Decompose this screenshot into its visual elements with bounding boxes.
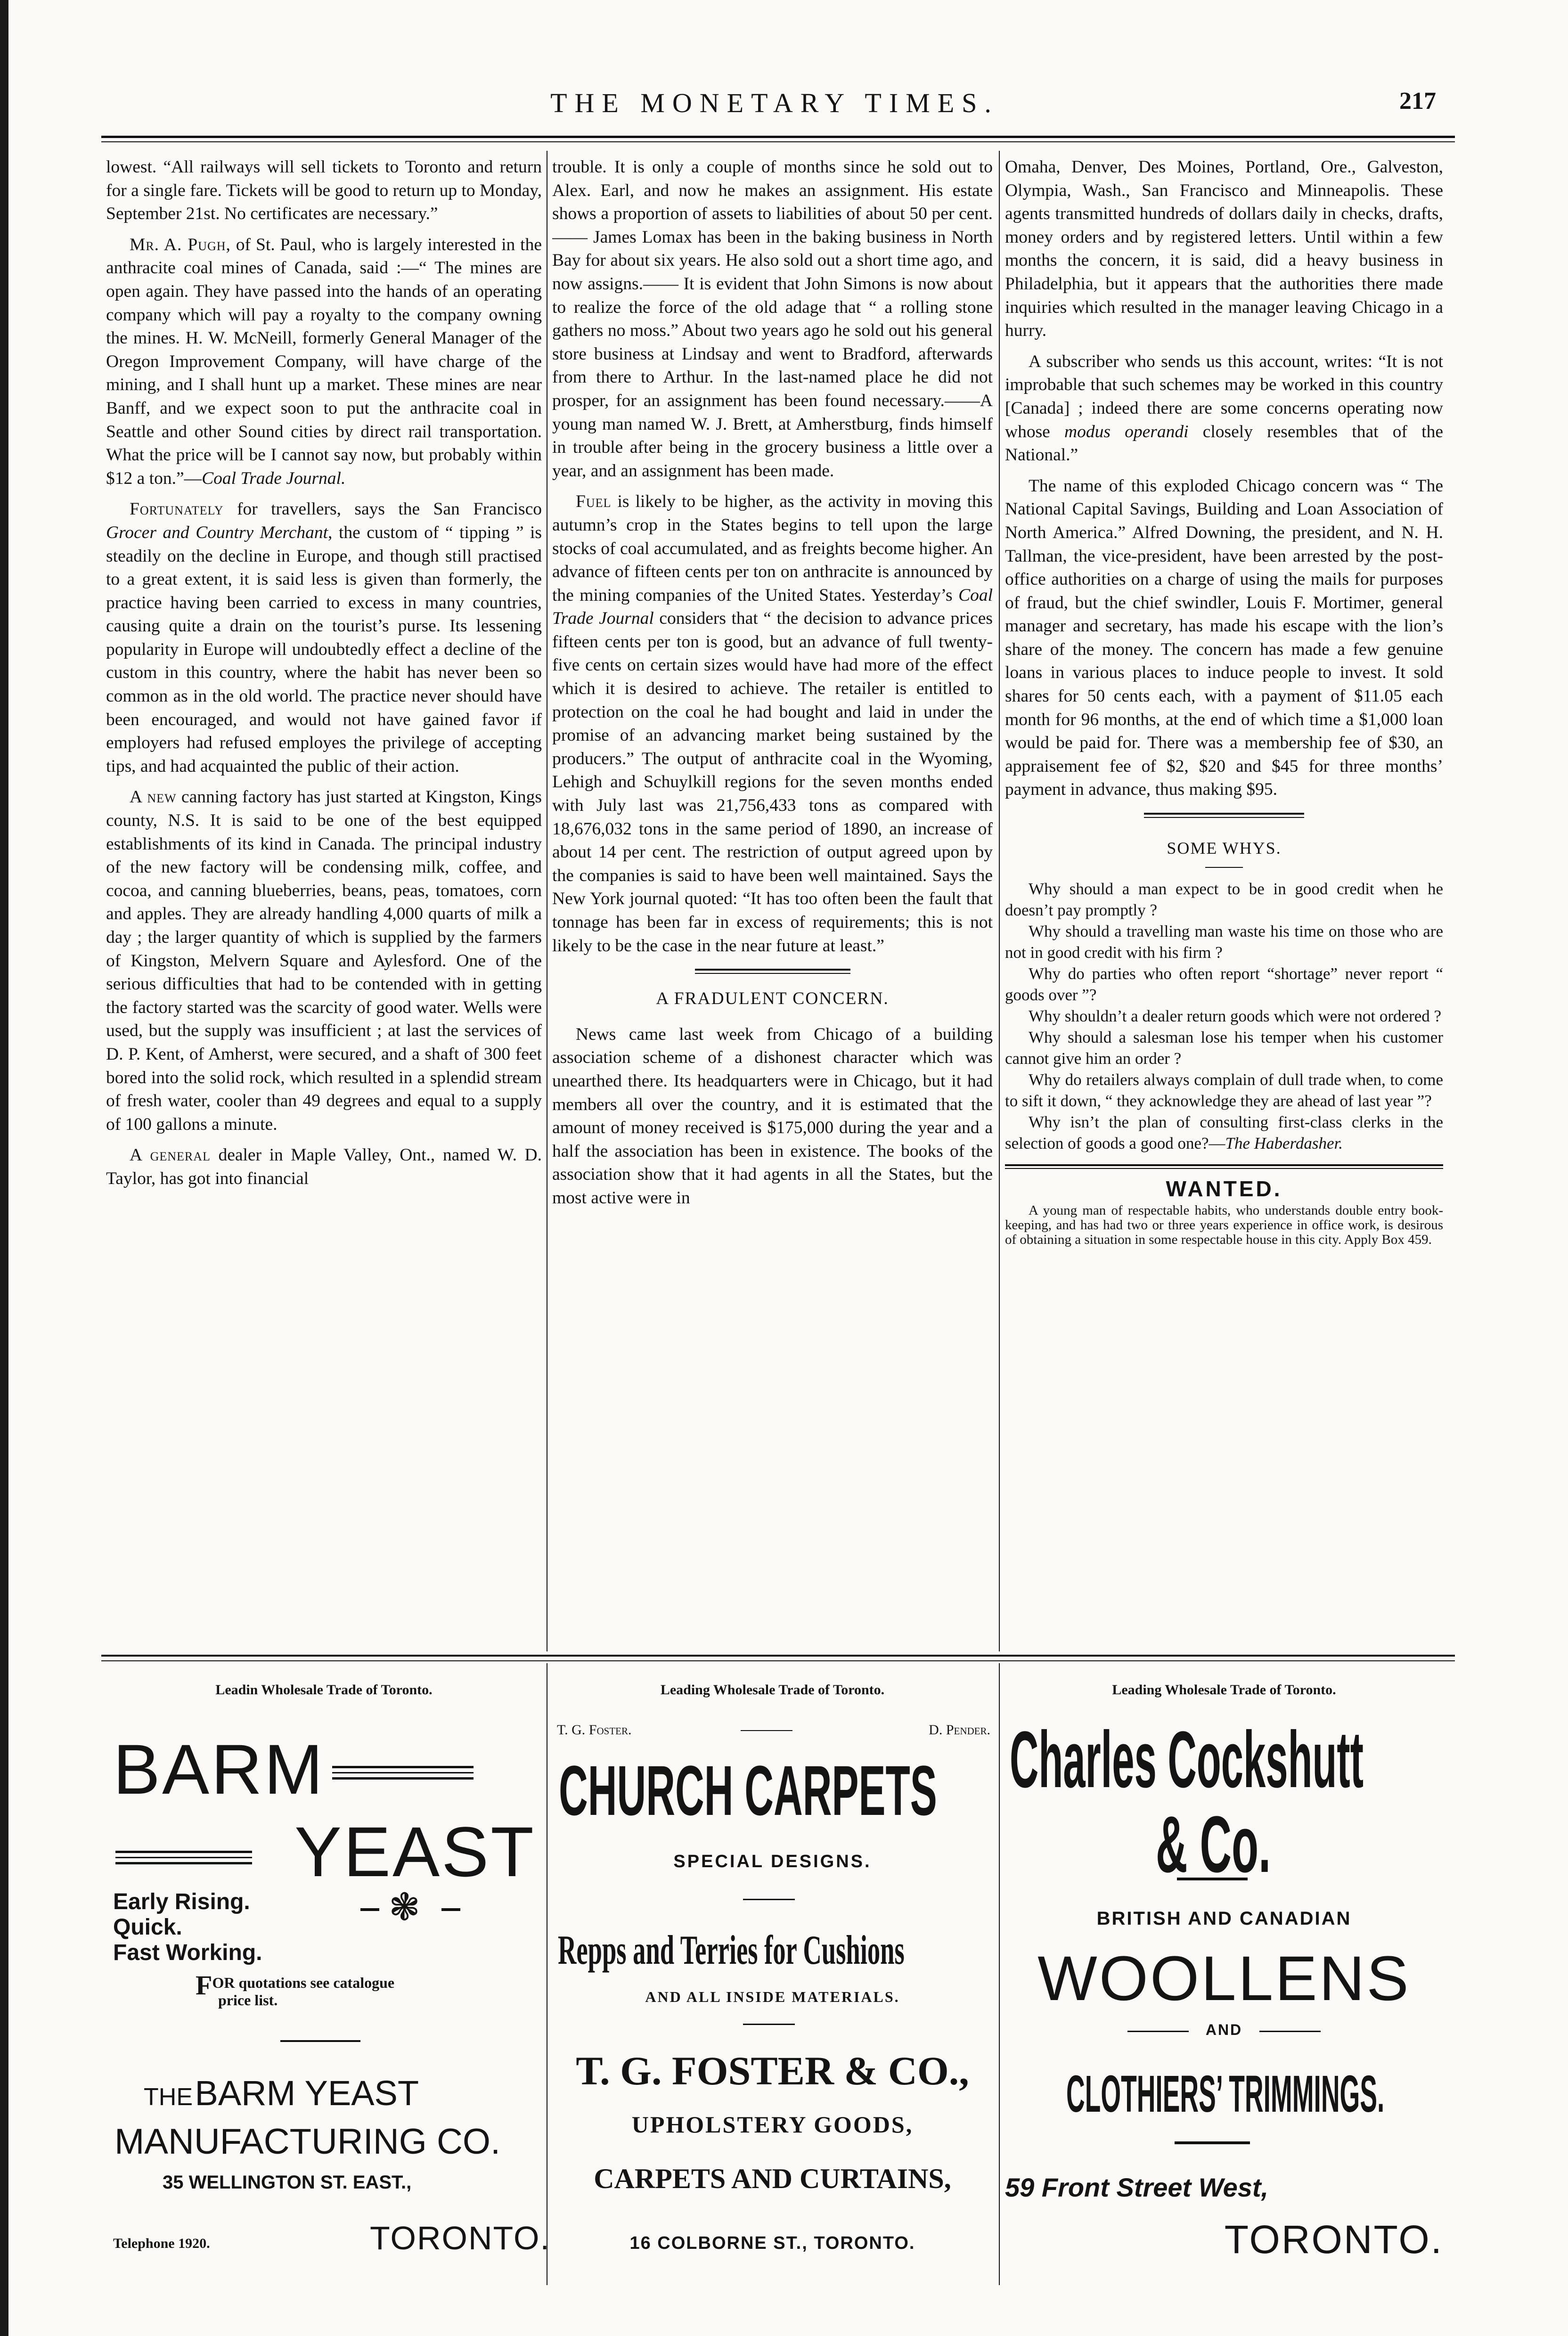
ad-and: AND xyxy=(1205,2021,1243,2038)
company-name-2: MANUFACTURING CO. xyxy=(114,2122,501,2162)
publication-name: Grocer and Country Merchant xyxy=(106,523,328,542)
divider-rule xyxy=(741,1730,792,1731)
advertisement-cockshutt xyxy=(1005,1663,1443,2285)
page-edge-shadow xyxy=(0,0,8,2336)
paragraph xyxy=(106,785,542,1136)
paragraph: The name of this exploded Chicago concern was “ The National Capital Savings, Building and Loan Association of North America.” Alfred Downing, the president, and N. H. Tallman, the vice-president, have been arrested by the post-office authorities on a charge of using the mails for purposes of fraud, but the chief swindler, Louis F. Mortimer, general manager and secretary, has made his escape with the lion’s share of the money. The concern has made a few genuine loans in various places to induce people to invest. It sold shares for 50 cents each, with a payment of $11.05 each month for 96 months, at the end of which time a $1,000 loan would be paid for. There was a membership fee of $30, an appraisement fee of $2, $20 and $45 for three months’ payment in advance, thus making $95. xyxy=(1005,476,1443,800)
paragraph-text: considers that “ the decision to advance prices fifteen cents per ton is good, but an advance of full twenty-five cents on certain sizes would have had more of the effect which it is desired to achieve. The retailer is entitled to protection on the coal he had bought and laid in under the promise of an advancing market being sustained by the producers.” The output of anthracite coal in the Wyoming, Lehigh and Schuylkill regions for the seven months ended with July last was 21,756,433 tons as compared with 18,676,032 tons in the same period of 1890, an increase of about 14 per cent. The restriction of output agreed upon by the companies is said to have been well maintained. Says the New York journal quoted: “It has too often been the fault that tonnage has been far in excess of requirements; this is not likely to be the case in the near future at least.” xyxy=(552,609,993,956)
divider-rule xyxy=(743,2024,795,2025)
ad-city: TORONTO. xyxy=(370,2220,550,2256)
list-item: Why do parties who often report “shortage” never report “ goods over ”? xyxy=(1005,964,1443,1004)
list-item: Why should a travelling man waste his time on those who are not in good credit with his firm ? xyxy=(1005,922,1443,962)
decorative-rules xyxy=(332,1766,474,1780)
quotation-note xyxy=(196,1969,394,2009)
ad-header: Leadin Wholesale Trade of Toronto. xyxy=(215,1682,433,1698)
ad-product-line: Repps and Terries for Cushions xyxy=(558,1928,905,1973)
ad-city: TORONTO. xyxy=(1224,2217,1443,2262)
lead-in: A new xyxy=(130,787,177,807)
header-rule xyxy=(101,136,1455,138)
telephone: Telephone 1920. xyxy=(113,2236,210,2251)
ad-woollens: WOOLLENS xyxy=(1037,1944,1411,2014)
advertisement-barm-yeast xyxy=(106,1663,550,2285)
ad-company-suffix: & Co. xyxy=(1156,1800,1271,1889)
page-number: 217 xyxy=(1399,88,1436,114)
header-rule-thin xyxy=(101,141,1455,142)
section-rule xyxy=(1005,1164,1443,1169)
section-heading: SOME WHYS. xyxy=(1167,839,1282,858)
ad-address: 59 Front Street West, xyxy=(1005,2173,1269,2202)
feature-item: Quick. xyxy=(113,1915,182,1940)
heading-underline xyxy=(1205,867,1243,868)
list-item: Why should a salesman lose his temper when his customer cannot give him an order ? xyxy=(1005,1028,1443,1068)
drop-initial: F xyxy=(196,1970,212,2001)
partner-name: T. G. Foster. xyxy=(557,1722,632,1738)
ad-subtitle: SPECIAL DESIGNS. xyxy=(673,1852,872,1871)
list-item: Why shouldn’t a dealer return goods which were not ordered ? xyxy=(1029,1006,1442,1025)
feature-list xyxy=(113,1889,262,1966)
feature-item: Fast Working. xyxy=(113,1940,262,1965)
section-heading: A FRADULENT CONCERN. xyxy=(656,989,889,1009)
list-item xyxy=(1005,1111,1443,1154)
ad-clothiers: CLOTHIERS’ TRIMMINGS. xyxy=(1066,2065,1385,2123)
ads-rule xyxy=(101,1655,1455,1657)
paragraph: Omaha, Denver, Des Moines, Portland, Ore., Galveston, Olympia, Wash., San Francisco and Minneapolis. These agents transmitted hundreds of dollars daily in checks, drafts, money orders and by registered letters. Until within a few months the concern, it is said, did a heavy business in Philadelphia, but it appears that the authorities there made inquiries which resulted in the manager leaving Chicago in a hurry. xyxy=(1005,157,1443,341)
source-citation: The Haberdasher. xyxy=(1225,1134,1343,1152)
dash-ornament xyxy=(441,1908,460,1911)
article-column-1 xyxy=(106,155,542,1637)
lead-in: Fortunately xyxy=(130,499,224,519)
lead-in: A general xyxy=(130,1145,211,1165)
quotation-line: price list. xyxy=(218,1992,278,2009)
company-name: T. G. FOSTER & CO., xyxy=(576,2048,969,2093)
paragraph xyxy=(106,498,542,778)
section-rule xyxy=(695,969,850,974)
paragraph: trouble. It is only a couple of months since he sold out to Alex. Earl, and now he makes an assignment. His estate shows a proportion of assets to liabilities of about 50 per cent.—— James Lomax has been in the baking business in North Bay for about six years. He also sold out a short time ago, and now assigns.—— It is evident that John Simons is now about to realize the force of the old adage that “ a rolling stone gathers no moss.” About two years ago he sold out his general store business at Lindsay and went to Bradford, afterwards from there to Arthur. In the last-named place he did not prosper, for an assignment has been found necessary.——A young man named W. J. Brett, at Amherstburg, finds himself in trouble after being in the grocery business a little over a year, and an assignment has been made. xyxy=(552,157,993,481)
ad-goods-line: CARPETS AND CURTAINS, xyxy=(594,2163,951,2194)
lead-in: Mr. A. Pugh, xyxy=(130,235,231,254)
paragraph-text: is likely to be higher, as the activity in moving this autumn’s crop in the States begins to tell upon the large stocks of coal accumulated, and as freights become higher. An advance of fifteen cents per ton on anthracite is announced by the mining companies of the United States. Yesterday’s xyxy=(552,492,993,605)
paragraph-text: dealer in Maple Valley, Ont., named W. D. Taylor, has got into financial xyxy=(106,1145,542,1188)
ad-title: CHURCH CARPETS xyxy=(559,1751,937,1830)
article-column-2 xyxy=(552,155,993,1637)
masthead xyxy=(113,87,1436,125)
paragraph xyxy=(552,490,993,957)
latin-phrase: modus operandi xyxy=(1064,422,1189,441)
list-item: Why do retailers always complain of dull trade when, to come to sift it down, “ they acknowledge they are ahead of last year ”? xyxy=(1005,1070,1443,1110)
divider-rule xyxy=(1177,1878,1248,1880)
ad-address: 35 WELLINGTON ST. EAST., xyxy=(163,2172,412,2193)
ad-subtitle: BRITISH AND CANADIAN xyxy=(1096,1908,1352,1929)
column-divider xyxy=(999,151,1000,1651)
paragraph: News came last week from Chicago of a building association scheme of a dishonest character which was unearthed there. Its headquarters were in Chicago, but it had members all over the country, and it is estimated that the amount of money received is $175,000 during the year and a half the association has been in existence. The books of the association show that it had agents in all the States, but the most active were in xyxy=(552,1024,993,1208)
paragraph xyxy=(106,233,542,490)
ad-product-sub: AND ALL INSIDE MATERIALS. xyxy=(645,1988,900,2005)
list-item-text: Why isn’t the plan of consulting first-class clerks in the selection of goods a good one?— xyxy=(1005,1112,1443,1152)
lead-in: Fuel xyxy=(576,492,612,512)
ad-address: 16 COLBORNE ST., TORONTO. xyxy=(629,2233,915,2253)
wanted-notice: A young man of respectable habits, who understands double entry book-keeping, and has had two or three years experience in office work, is desirous of obtaining a situation in some respectable house in this city. Apply Box 459. xyxy=(1005,1203,1443,1248)
ad-header: Leading Wholesale Trade of Toronto. xyxy=(660,1682,885,1698)
dash-ornament xyxy=(360,1908,379,1911)
ads-rule-thin xyxy=(101,1660,1455,1661)
ad-divider xyxy=(999,1663,1000,2285)
ad-goods-line: UPHOLSTERY GOODS, xyxy=(631,2111,914,2138)
paragraph: lowest. “All railways will sell tickets to Toronto and return for a single fare. Tickets will be good to return up to Monday, September 21st. No certificates are necessary.” xyxy=(106,157,542,224)
whys-list xyxy=(1005,878,1443,1154)
ad-header: Leading Wholesale Trade of Toronto. xyxy=(1112,1682,1336,1698)
newspaper-title: THE MONETARY TIMES. xyxy=(550,88,999,118)
advertisement-church-carpets xyxy=(552,1663,993,2285)
decorative-rules xyxy=(115,1851,252,1864)
paragraph-text: A subscriber who sends us this account, writes: “It is not improbable that such schemes may be worked in this country [Canada] ; indeed there are some concerns operating now whose xyxy=(1005,351,1443,441)
paragraph-text: canning factory has just started at Kingston, Kings county, N.S. It is said to be one of the best equipped establishments of its kind in Canada. The principal industry of the new factory will be condensing milk, coffee, and cocoa, and canning blueberries, beans, peas, tomatoes, corn and apples. They are already handling 4,000 quarts of milk a day ; the larger quantity of which is supplied by the farmers of Kingston, Melvern Square and Aylesford. One of the serious difficulties that had to be contended with in getting the factory started was the scarcity of good water. Wells were used, but the supply was insufficient ; at last the services of D. P. Kent, of Amherst, were secured, and a shaft of 300 feet bored into the solid rock, which resulted in a splendid stream of fresh water, cooler than 49 degrees and equal to a supply of 100 gallons a minute. xyxy=(106,787,542,1134)
company-name-line xyxy=(144,2073,419,2113)
ad-yeast-word: YEAST xyxy=(294,1812,536,1891)
publication-name: Coal Trade Journal xyxy=(552,585,993,629)
divider-rule xyxy=(743,1899,795,1900)
wanted-heading: WANTED. xyxy=(1166,1176,1282,1201)
section-rule xyxy=(1144,813,1304,818)
divider-rule xyxy=(1175,2141,1250,2144)
company-the: THE xyxy=(144,2083,193,2111)
ad-barm-word: BARM xyxy=(113,1730,325,1809)
feature-item: Early Rising. xyxy=(113,1889,250,1914)
quotation-line: OR quotations see catalogue xyxy=(212,1974,395,1991)
paragraph xyxy=(1005,350,1443,467)
list-item: Why should a man expect to be in good credit when he doesn’t pay promptly ? xyxy=(1005,879,1443,919)
company-name: BARM YEAST xyxy=(195,2074,419,2113)
ad-company-name: Charles Cockshutt xyxy=(1010,1715,1364,1805)
partner-name: D. Pender. xyxy=(929,1722,990,1738)
paragraph-text: of St. Paul, who is largely interested in the anthracite coal mines of Canada, said :—“ The mines are open again. They have passed into the hands of an operating company which will pay a royalty to the company owning the mines. H. W. McNeill, formerly General Manager of the Oregon Improvement Company, will have charge of the mining, and I shall hunt up a market. These mines are near Banff, and we expect soon to put the anthracite coal in Seattle and other Sound cities by direct rail transportation. What the price will be I cannot say now, but probably within $12 a ton.”— xyxy=(106,235,542,488)
article-column-3 xyxy=(1005,155,1443,1637)
source-citation: Coal Trade Journal. xyxy=(202,468,346,488)
paragraph-text: closely resembles that of the National.” xyxy=(1005,422,1443,465)
asterisk-ornament-icon: ❃ xyxy=(389,1885,421,1929)
divider-rule xyxy=(1259,2031,1321,2032)
paragraph-text: for travellers, says the San Francisco xyxy=(223,499,542,519)
paragraph-text: , the custom of “ tipping ” is steadily on the decline in Europe, and though still practised to a great extent, it is said less is given than formerly, the practice having been carried to excess in many countries, causing quite a drain on the tourist’s purse. Its lessening popularity in Europe will undoubtedly effect a decline of the custom in this country, where the habit has never been so common as in the old world. The practice never should have been encouraged, and would not have gained favor if employers had refused employes the privilege of accepting tips, and had acquainted the public of their action. xyxy=(106,523,542,776)
divider-rule xyxy=(280,2040,360,2042)
paragraph xyxy=(106,1143,542,1190)
